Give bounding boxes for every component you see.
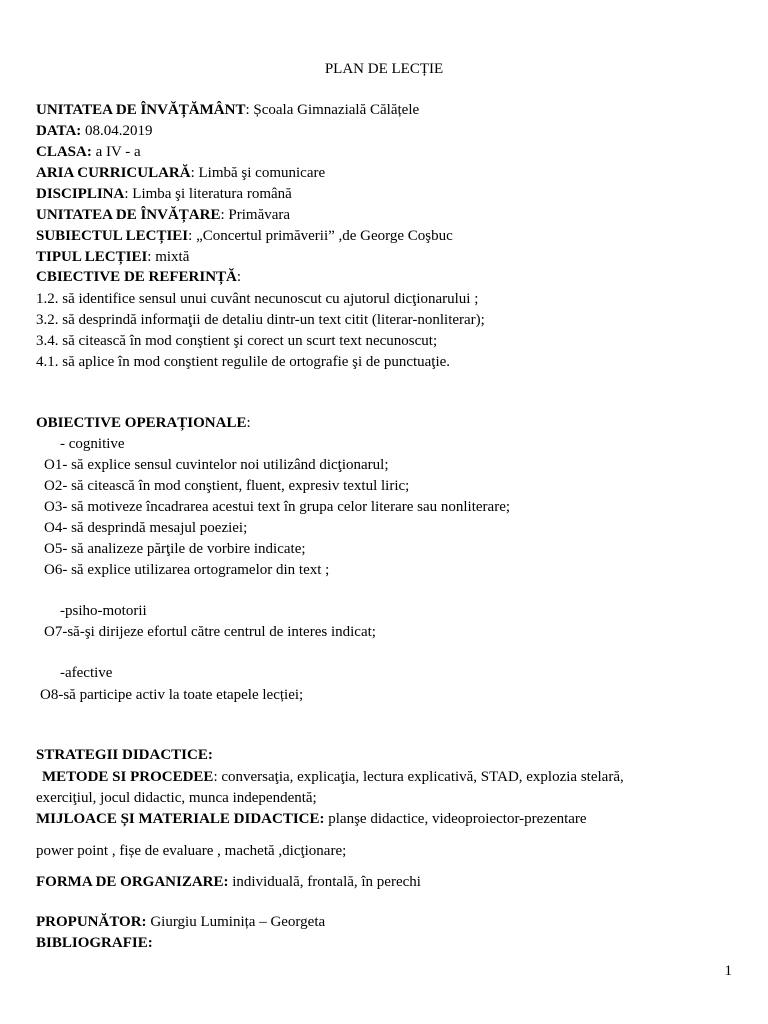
unitatea-label: UNITATEA DE ÎNVĂȚĂMÂNT bbox=[36, 102, 246, 118]
field-tipul bbox=[36, 248, 189, 266]
unitatea-value: : Școala Gimnazială Călățele bbox=[245, 102, 420, 118]
metode-value: : conversaţia, explicaţia, lectura explicativă, STAD, explozia stelară, bbox=[213, 769, 624, 785]
obiectiv-operational-item: O1- să explice sensul cuvintelor noi utilizând dicţionarul; bbox=[44, 457, 389, 473]
disciplina-label: DISCIPLINA bbox=[36, 186, 125, 202]
document-title: PLAN DE LECȚIE bbox=[324, 61, 444, 77]
obiectiv-operational-item: O3- să motiveze încadrarea acestui text în grupa celor literare sau nonliterare; bbox=[44, 499, 511, 515]
subiect-label: SUBIECTUL LECȚIEI bbox=[36, 228, 189, 244]
data-value: 08.04.2019 bbox=[81, 123, 153, 139]
psiho-motorii-label: -psiho-motorii bbox=[60, 603, 147, 619]
cognitive-label: - cognitive bbox=[60, 436, 125, 452]
obiectiv-operational-item: O8-să participe activ la toate etapele lecției; bbox=[40, 687, 304, 703]
obiective-operationale-heading bbox=[36, 414, 251, 432]
aria-value: : Limbă şi comunicare bbox=[190, 165, 326, 181]
obiective-referinta-label: CBIECTIVE DE REFERINȚĂ bbox=[36, 269, 237, 285]
metode-line-2: exerciţiul, jocul didactic, munca independentă; bbox=[36, 790, 317, 806]
subiect-value: : „Concertul primăverii” ,de George Coşbuc bbox=[188, 228, 453, 244]
unitatea-invatare-label: UNITATEA DE ÎNVĂȚARE bbox=[36, 207, 221, 223]
propunator-label: PROPUNĂTOR: bbox=[36, 914, 147, 930]
obiectiv-referinta-item: 1.2. să identifice sensul unui cuvânt necunoscut cu ajutorul dicţionarului ; bbox=[36, 291, 479, 307]
tipul-label: TIPUL LECȚIEI bbox=[36, 249, 148, 265]
colon: : bbox=[246, 415, 251, 431]
unitatea-invatare-value: : Primăvara bbox=[220, 207, 291, 223]
field-unitatea-invatamant bbox=[36, 101, 419, 119]
data-label: DATA: bbox=[36, 123, 82, 139]
forma-organizare bbox=[36, 873, 421, 891]
field-subiect bbox=[36, 227, 453, 245]
strategii-heading: STRATEGII DIDACTICE: bbox=[36, 747, 213, 763]
bibliografie-label: BIBLIOGRAFIE: bbox=[36, 935, 153, 951]
obiectiv-operational-item: O5- să analizeze părţile de vorbire indicate; bbox=[44, 541, 306, 557]
mijloace-line-2: power point , fișe de evaluare , machetă ,dicţionare; bbox=[36, 843, 347, 859]
obiectiv-operational-item: O7-să-şi dirijeze efortul către centrul de interes indicat; bbox=[44, 624, 376, 640]
mijloace-value: planşe didactice, videoproiector-prezentare bbox=[324, 811, 587, 827]
clasa-value: a IV - a bbox=[91, 144, 141, 160]
obiective-referinta-heading bbox=[36, 268, 241, 286]
field-data bbox=[36, 122, 153, 140]
metode-line-1 bbox=[42, 768, 624, 786]
disciplina-value: : Limba şi literatura română bbox=[124, 186, 292, 202]
forma-label: FORMA DE ORGANIZARE: bbox=[36, 874, 229, 890]
afective-label: -afective bbox=[60, 665, 113, 681]
metode-label: METODE SI PROCEDEE bbox=[42, 769, 214, 785]
aria-label: ARIA CURRICULARĂ bbox=[36, 165, 191, 181]
tipul-value: : mixtă bbox=[147, 249, 190, 265]
field-clasa bbox=[36, 143, 141, 161]
obiectiv-referinta-item: 4.1. să aplice în mod conştient regulile de ortografie şi de punctuaţie. bbox=[36, 354, 451, 370]
forma-value: individuală, frontală, în perechi bbox=[228, 874, 421, 890]
obiectiv-referinta-item: 3.4. să citească în mod conştient şi corect un scurt text necunoscut; bbox=[36, 333, 438, 349]
obiectiv-operational-item: O6- să explice utilizarea ortogramelor din text ; bbox=[44, 562, 330, 578]
colon: : bbox=[236, 269, 242, 285]
field-aria bbox=[36, 164, 325, 182]
propunator bbox=[36, 913, 325, 931]
obiectiv-referinta-item: 3.2. să desprindă informaţii de detaliu dintr-un text citit (literar-nonliterar); bbox=[36, 312, 485, 328]
mijloace-label: MIJLOACE ȘI MATERIALE DIDACTICE: bbox=[36, 811, 325, 827]
obiectiv-operational-item: O2- să citească în mod conştient, fluent, expresiv textul liric; bbox=[44, 478, 410, 494]
field-unitatea-invatare bbox=[36, 206, 290, 224]
mijloace-line-1 bbox=[36, 810, 587, 828]
clasa-label: CLASA: bbox=[36, 144, 92, 160]
obiective-operationale-label: OBIECTIVE OPERAȚIONALE bbox=[36, 415, 247, 431]
propunator-value: Giurgiu Luminița – Georgeta bbox=[146, 914, 326, 930]
page-number: 1 bbox=[724, 963, 732, 979]
field-disciplina bbox=[36, 185, 292, 203]
obiectiv-operational-item: O4- să desprindă mesajul poeziei; bbox=[44, 520, 248, 536]
